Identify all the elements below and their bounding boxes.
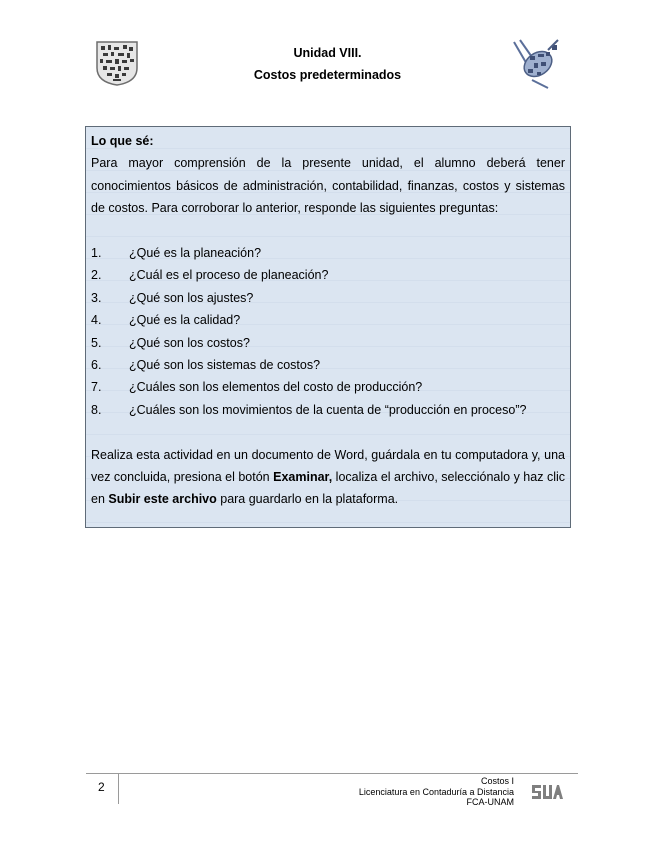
instructions-paragraph: Realiza esta actividad en un documento de Word, guárdala en tu computadora y, una vez concluida, presiona el botón Examinar, localiza el archivo, selecciónalo y haz clic en Subir este archivo para guardarlo en la plataforma. <box>91 447 565 507</box>
unit-subtitle: Costos predeterminados <box>253 68 402 82</box>
page-header <box>0 0 655 110</box>
list-item: 4. ¿Qué es la calidad? <box>91 313 241 328</box>
sua-logo-icon <box>531 783 563 801</box>
list-item: 6. ¿Qué son los sistemas de costos? <box>91 358 321 373</box>
program-name: Licenciatura en Contaduría a Distancia <box>358 786 514 797</box>
list-item: 1. ¿Qué es la planeación? <box>91 246 262 261</box>
footer-vertical-divider <box>118 774 119 804</box>
intro-paragraph: Para mayor comprensión de la presente unidad, el alumno deberá tener conocimientos básicos de administración, contabilidad, finanzas, costos y sistemas de costos. Para corroborar lo anterior, responde las siguientes preguntas: <box>91 156 565 216</box>
section-heading: Lo que sé: <box>91 134 154 148</box>
list-item: 8. ¿Cuáles son los movimientos de la cuenta de “producción en proceso”? <box>91 402 527 417</box>
list-item: 7. ¿Cuáles son los elementos del costo de producción? <box>91 380 423 395</box>
page-number: 2 <box>98 780 105 794</box>
questions-list <box>91 242 565 421</box>
course-name: Costos I <box>480 776 514 786</box>
lo-que-se-box <box>85 126 571 528</box>
footer-text <box>359 776 514 808</box>
footer-divider <box>86 773 578 774</box>
list-item: 2. ¿Cuál es el proceso de planeación? <box>91 268 329 283</box>
institution-name: FCA-UNAM <box>466 797 514 807</box>
list-item: 3. ¿Qué son los ajustes? <box>91 290 254 305</box>
fca-emblem-icon <box>508 36 562 92</box>
subir-archivo-label: Subir este archivo <box>108 492 217 507</box>
unit-title: Unidad VIII. <box>293 46 362 60</box>
list-item: 5. ¿Qué son los costos? <box>91 335 250 350</box>
examinar-label: Examinar, <box>273 470 333 485</box>
